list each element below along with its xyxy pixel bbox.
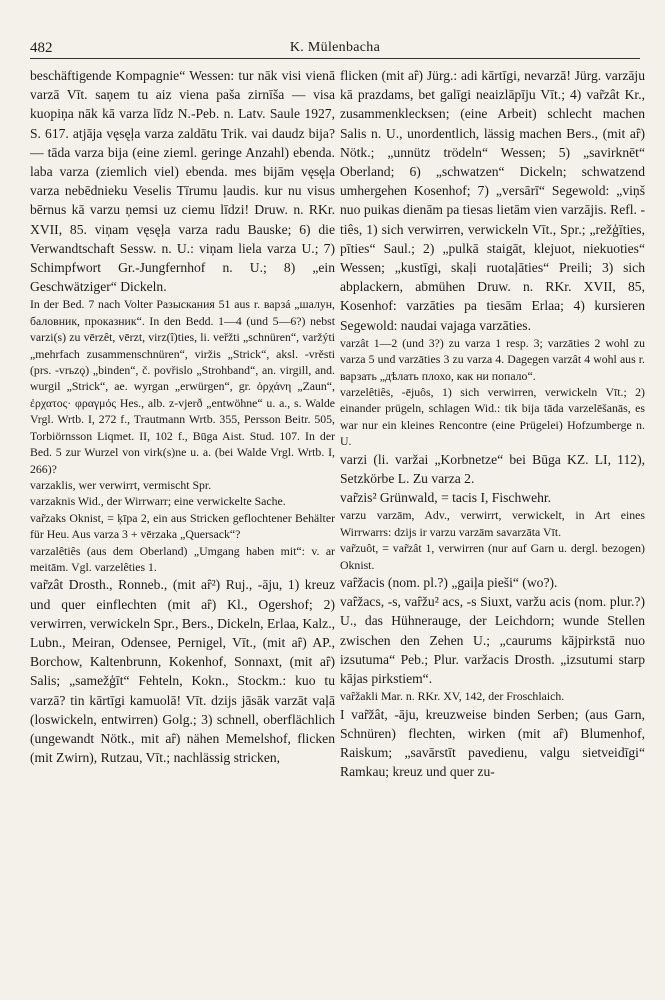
left-column <box>30 66 335 767</box>
dictionary-paragraph: vaȓžakli Mar. n. RKr. XV, 142, der Froschlaich. <box>340 689 565 704</box>
dictionary-paragraph: var̃zât Drosth., Ronneb., (mit aȓ²) Ruj., -āju, 1) kreuz und quer einflechten (mit aȓ) Kl., Ogershof; 2) verwirren, verwickeln Spr., Bers., Dickeln, Erlaa, Kalz., Lubn., Meiran, Odensee, Pernigel, Vīt., (mit aȓ) AP., Borchow, Kaltenbrunn, Kokenhof, Sonnaxt, (mit aȓ) Salis; „samežģīt“ Fehteln, Kokn., Stockm.: kuo tu varzā? tin kārtīgi kamuolā! Vīt. dzijs jāsāk varzāt vaļā (loswickeln, entwirren) Golg.; 3) schnell, oberflächlich (ungewandt Nötk., mit aȓ) nähen Memelshof, flicken (mit Zwirn), Rutzau, Vīt.; nachlässig stricken, <box>30 577 335 766</box>
dictionary-paragraph: varzi (li. varžai „Korbnetze“ bei Būga KZ. LI, 112), Setzkörbe L. Zu varza 2. <box>340 451 645 486</box>
page-header <box>30 36 640 58</box>
dictionary-paragraph: I var̃žât, -āju, kreuzweise binden Serben; (aus Garn, Schnüren) flechten, wirken (mit aȓ) Blumenhof, Raiskum; „savārstīt pavedienu, valgu sietveidīgi“ Ramkau; kreuz und quer zu- <box>340 706 645 780</box>
dictionary-paragraph: varzu varzām, Adv., verwirrt, verwickelt, in Art eines Wirrwarrs: dzijs ir varzu varzām savarzāta Vīt. <box>340 508 645 539</box>
dictionary-paragraph: var̃zaks Oknist, = ķīpa 2, ein aus Stricken geflochtener Behälter für Heu. Aus varza 3 + vērzaka „Quersack“? <box>30 510 335 542</box>
dictionary-paragraph: vaȓžacis (nom. pl.?) „gaiļa pieši“ (wo?). <box>340 574 558 590</box>
dictionary-paragraph: varzelêtiês, -ējuôs, 1) sich verwirren, verwickeln Vīt.; 2) einander prügeln, schlagen Wid.: tik bija tāda varzelēšanās, es war nur ein kleines Rencontre (eine Prügelei) Hofzumberge n. U. <box>340 385 645 449</box>
dictionary-paragraph: varzât 1—2 (und 3?) zu varza 1 resp. 3; varzāties 2 wohl zu varza 5 und varzāties 3 zu varza 4. Dagegen varzât 4 wohl aus r. варзать „дѣлать плохо, как ни попало“. <box>340 335 645 383</box>
dictionary-paragraph: varzalêtiês (aus dem Oberland) „Umgang haben mit“: v. ar meitām. Vgl. varzelêties 1. <box>30 543 335 574</box>
dictionary-paragraph: flicken (mit aȓ) Jürg.: adi kārtīgi, nevarzā! Jürg. varzāju kā prazdams, bet galīgi neaizlāpīju Vīt.; 4) var̃zât Kr., zusammenklecksen; (eine Arbeit) schlecht machen Salis n. U., unordentlich, lässig machen Bers., (mit aȓ) Nötk.; „unnütz trödeln“ Wessen; 5) „savirknēt“ Oberland; 6) „schwatzen“ Dickeln; schwatzend umhergehen Kosenhof; 7) „versārī“ Segewold: „viņš nuo puikas dienām pa tiesas lietām vien varzājis. Refl. -tiês, 1) sich verwirren, verwickeln Vīt., Spr.; „režģīties, pīties“ Saul.; 2) „pulkā staigāt, klejuot, niekuoties“ Wessen; „kustīgi, skaļi ruotaļāties“ Preili; 3) sich abplackern, abmühen Druw. n. RKr. XVII, 85, Kosenhof: varzāties pa tiesām Erlaa; 4) kursieren Segewold: naudai vajaga varzāties. <box>340 68 645 333</box>
dictionary-paragraph: varzaknis Wid., der Wirrwarr; eine verwickelte Sache. <box>30 494 286 509</box>
dictionary-paragraph: In der Bed. 7 nach Volter Разыскания 51 aus r. варзá „шалун, баловник, проказник“. In den Bedd. 1—4 (und 5—6?) nebst varzi(s) zu vērzêt, vērzt, virz(î)ties, li. veřžti „schnüren“, varžýti „mehrfach zusammenschnüren“, viržis „Strick“, aksl. -vrěsti (prs. -vrьzǫ) „binden“, č. povřislo „Strohband“, an. virgill, and. wurgil „Strick“, ae. wyrgan „erwürgen“, gr. ὀρχάνη „Zaun“, ἐρχατος· φραγμός Hes., alb. z-vjerð „entwöhne“ u. a., s. Walde Vrgl. Wrtb. I, 272 f., Trautmann Wrtb. 355, Persson Beitr. 505, Torbiörnsson Liqmet. II, 102 f., Būga Aist. Stud. 107. In der Bed. 5 zur Wurzel von virk(s)ne u. a. (bei Walde Vrgl. Wrtb. I, 266)? <box>30 297 335 476</box>
dictionary-paragraph: var̃zis² Grünwald, = tacis I, Fischwehr. <box>340 490 552 506</box>
dictionary-paragraph: varzaklis, wer verwirrt, vermischt Spr. <box>30 477 212 492</box>
header-rule <box>30 58 640 59</box>
dictionary-paragraph: vaȓžacs, -s, vaȓžu² acs, -s Siuxt, varžu acis (nom. plur.?) U., das Hühnerauge, der Leichdorn; wunde Stellen zwischen den Zehen U.; „caurums kājpirkstā nuo izsutuma“ Peb.; Plur. varžacis Drosth. „izsutumi starp kājas pirkstiem“. <box>340 594 645 686</box>
running-head: K. Mülenbacha <box>289 40 381 55</box>
right-column <box>340 66 645 781</box>
dictionary-paragraph: var̃zuôt, = var̃zât 1, verwirren (nur auf Garn u. dergl. bezogen) Oknist. <box>340 541 645 572</box>
page-number: 482 <box>30 40 53 56</box>
dictionary-paragraph: beschäftigende Kompagnie“ Wessen: tur nāk visi vienā varzā Vīt. saņem tu aiz viena paša zirnīša — visa kuopiņa nāk kā varza līdz N.-Peb. n. Latv. Saule 1927, S. 617. atjāja vęsęļa varza zaldātu Trik. vai daudz bija? — tāda varza bija (eine zieml. geringe Anzahl) ebenda. laba varza (ziemlich viel) ebenda. mes bijām vęsęļa varza nebēdnieku Veselis Tīrumu ļaudis. kur nu visus bērnus kā varzu ņemsi uz ciemu līdzi! Druw. n. RKr. XVII, 85. viņam vęsęļa varza radu Bauske; 6) die Verwandtschaft Sessw. n. U.: viņam liela varza U.; 7) Schimpfwort Gr.-Jungfernhof n. U.; 8) „ein Geschwätziger“ Dickeln. <box>30 68 335 295</box>
